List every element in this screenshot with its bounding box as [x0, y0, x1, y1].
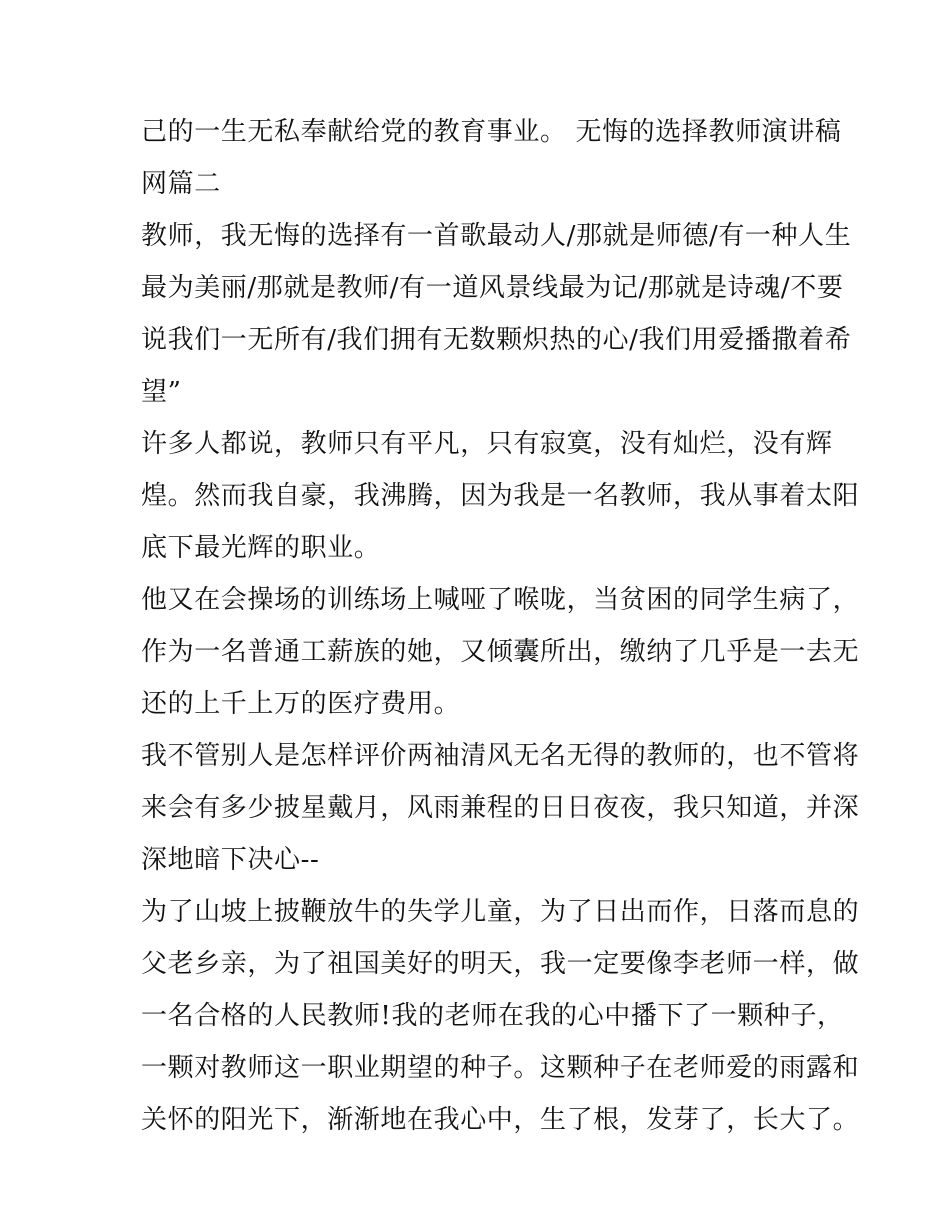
text-line: 许多人都说，教师只有平凡，只有寂寞，没有灿烂，没有辉: [141, 429, 833, 459]
text-line: 我不管别人是怎样评价两袖清风无名无得的教师的，也不管将: [141, 741, 860, 771]
text-line: 网篇二: [141, 169, 221, 199]
text-line: 说我们一无所有/我们拥有无数颗炽热的心/我们用爱播撒着希: [141, 325, 852, 355]
text-line: 作为一名普通工薪族的她，又倾囊所出，缴纳了几乎是一去无: [141, 637, 860, 667]
text-line: 来会有多少披星戴月，风雨兼程的日日夜夜，我只知道，并深: [141, 793, 860, 823]
text-line: 己的一生无私奉献给党的教育事业。 无悔的选择教师演讲稿: [141, 117, 842, 147]
text-line: 关怀的阳光下，渐渐地在我心中，生了根，发芽了，长大了。: [141, 1105, 860, 1135]
text-line: 他又在会操场的训练场上喊哑了喉咙，当贫困的同学生病了，: [141, 585, 860, 615]
text-line: 深地暗下决心--: [141, 845, 320, 875]
text-line: 父老乡亲，为了祖国美好的明天，我一定要像李老师一样，做: [141, 949, 860, 979]
text-line: 煌。然而我自豪，我沸腾，因为我是一名教师，我从事着太阳: [141, 481, 860, 511]
text-line: 教师，我无悔的选择有一首歌最动人/那就是师德/有一种人生: [141, 221, 852, 251]
text-line: 一颗对教师这一职业期望的种子。这颗种子在老师爱的雨露和: [141, 1053, 860, 1083]
text-line: 一名合格的人民教师!我的老师在我的心中播下了一颗种子，: [141, 1001, 844, 1031]
document-body: [141, 106, 860, 1146]
text-line: 为了山坡上披鞭放牛的失学儿童，为了日出而作，日落而息的: [141, 897, 860, 927]
text-line: 底下最光辉的职业。: [141, 533, 381, 563]
text-line: 望”: [141, 377, 182, 407]
text-line: 最为美丽/那就是教师/有一道风景线最为记/那就是诗魂/不要: [141, 273, 844, 303]
text-line: 还的上千上万的医疗费用。: [141, 689, 461, 719]
